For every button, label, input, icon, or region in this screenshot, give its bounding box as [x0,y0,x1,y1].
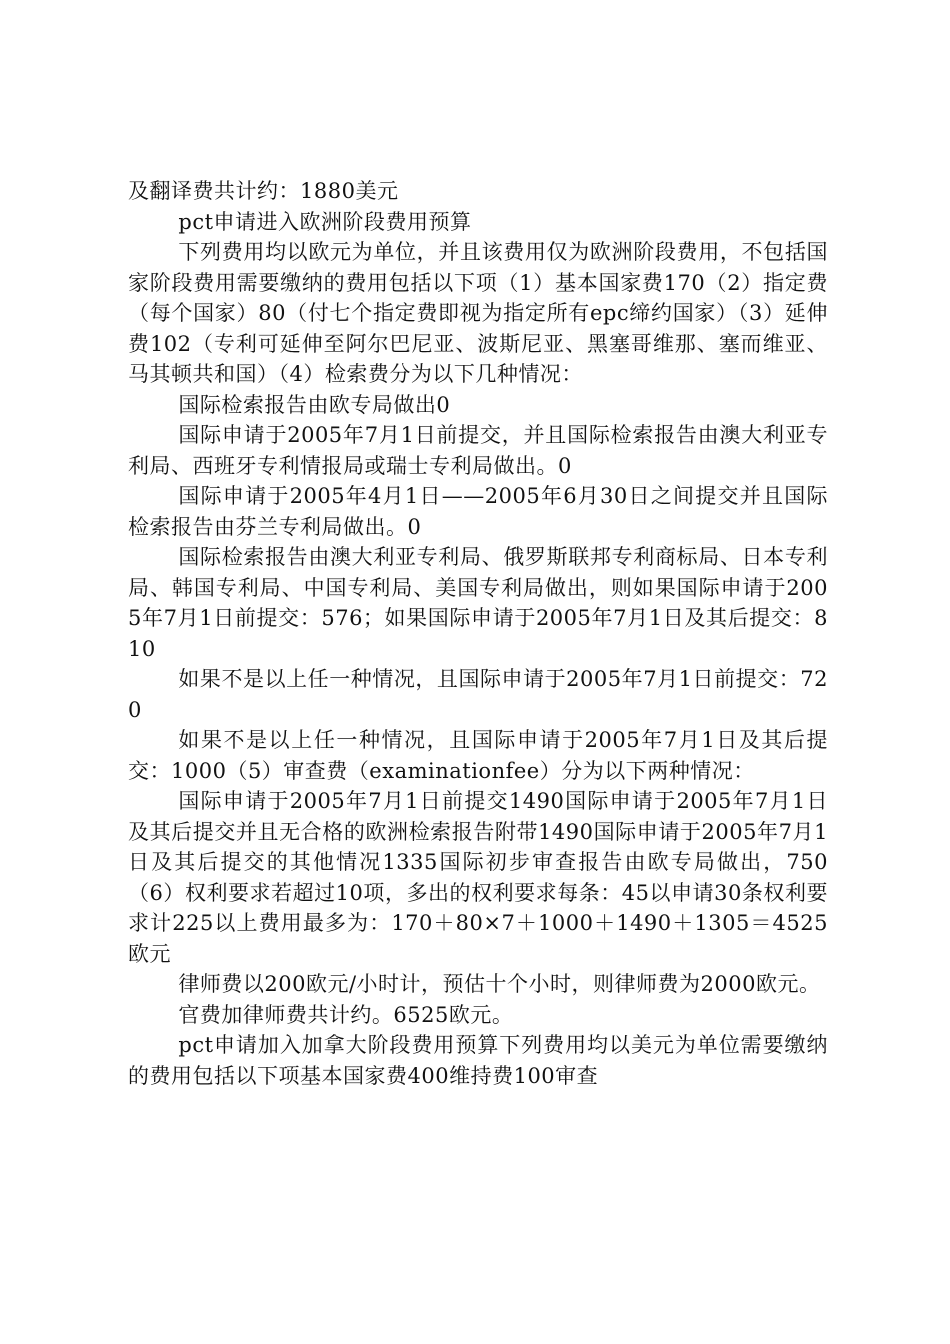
paragraph-search-case-other-before: 如果不是以上任一种情况，且国际申请于2005年7月1日前提交：720 [128,667,828,722]
document-body [128,176,828,1091]
paragraph-total-fee: 官费加律师费共计约。6525欧元。 [178,1002,514,1027]
paragraph-examination-fee: 国际申请于2005年7月1日前提交1490国际申请于2005年7月1日及其后提交并且无合格的欧洲检索报告附带1490国际申请于2005年7月1日及其后提交的其他情况1335国际初步审查报告由欧专局做出，750（6）权利要求若超过10项，多出的权利要求每条：45以申请30条权利要求计225以上费用最多为：170＋80×7＋1000＋1490＋1305＝4525欧元 [128,789,828,966]
paragraph-europe-heading: pct申请进入欧洲阶段费用预算 [178,209,472,234]
paragraph-translation-fee-total: 及翻译费共计约：1880美元 [128,179,399,203]
paragraph-search-case-epo: 国际检索报告由欧专局做出0 [178,392,451,417]
paragraph-search-case-finland: 国际申请于2005年4月1日——2005年6月30日之间提交并且国际检索报告由芬兰专利局做出。0 [128,484,828,539]
paragraph-search-case-au-es-ch: 国际申请于2005年7月1日前提交，并且国际检索报告由澳大利亚专利局、西班牙专利情报局或瑞士专利局做出。0 [128,423,828,478]
paragraph-search-case-other-offices: 国际检索报告由澳大利亚专利局、俄罗斯联邦专利商标局、日本专利局、韩国专利局、中国专利局、美国专利局做出，则如果国际申请于2005年7月1日前提交：576；如果国际申请于2005年7月1日及其后提交：810 [128,545,828,661]
paragraph-canada-heading: pct申请加入加拿大阶段费用预算下列费用均以美元为单位需要缴纳的费用包括以下项基本国家费400维持费100审查 [128,1033,828,1088]
paragraph-europe-fee-items: 下列费用均以欧元为单位，并且该费用仅为欧洲阶段费用，不包括国家阶段费用需要缴纳的费用包括以下项（1）基本国家费170（2）指定费（每个国家）80（付七个指定费即视为指定所有epc缔约国家）（3）延伸费102（专利可延伸至阿尔巴尼亚、波斯尼亚、黑塞哥维那、塞而维亚、马其顿共和国）（4）检索费分为以下几种情况： [128,240,828,386]
paragraph-search-case-other-after: 如果不是以上任一种情况，且国际申请于2005年7月1日及其后提交：1000（5）审查费（examinationfee）分为以下两种情况： [128,728,828,783]
paragraph-attorney-fee: 律师费以200欧元/小时计，预估十个小时，则律师费为2000欧元。 [178,972,821,996]
